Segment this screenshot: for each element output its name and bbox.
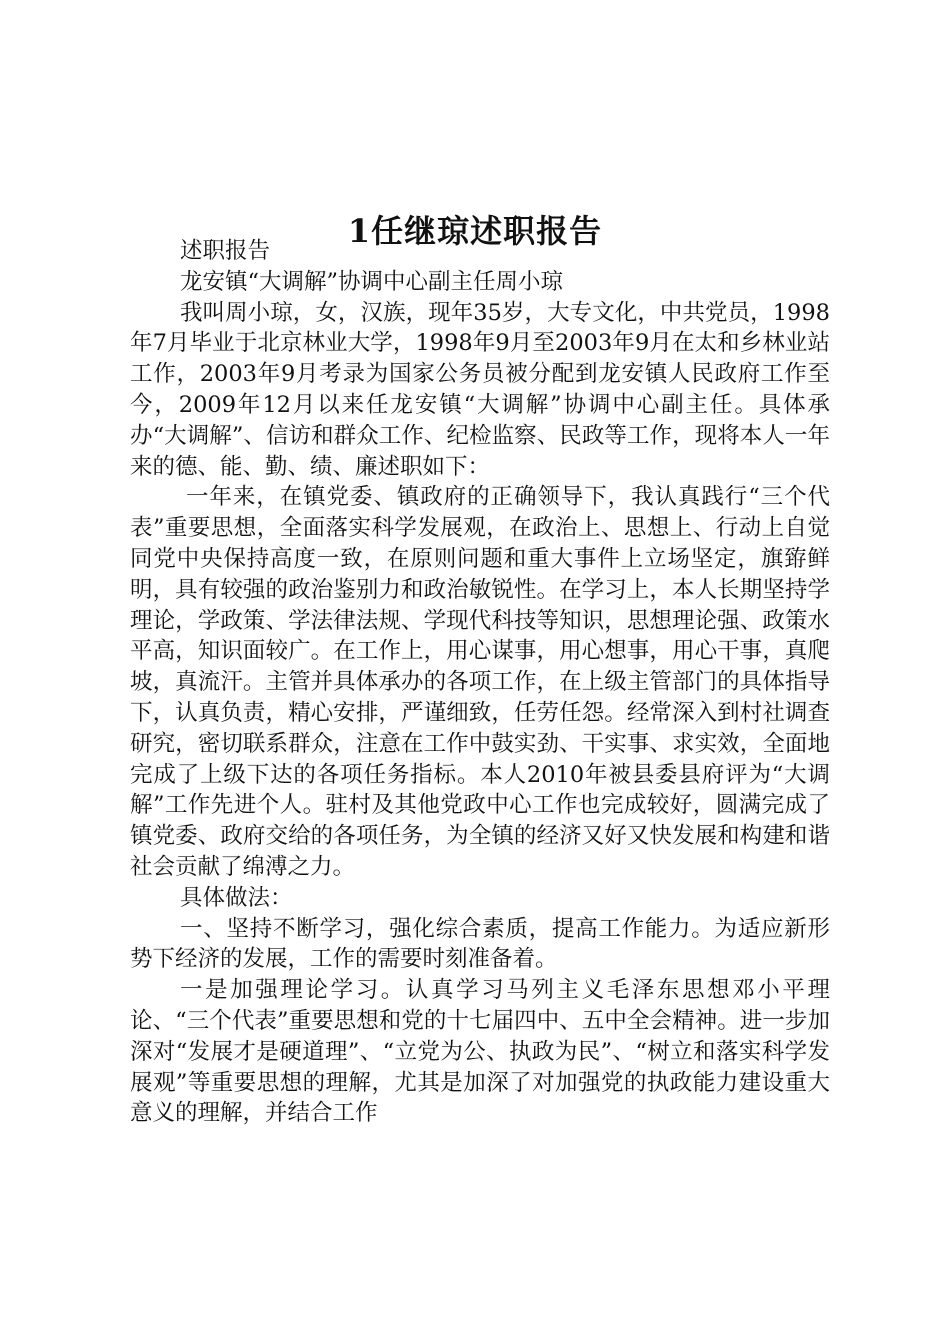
paragraph-summary: 一年来，在镇党委、镇政府的正确领导下，我认真践行“三个代表”重要思想，全面落实科学发展观，在政治上、思想上、行动上自觉同党中央保持高度一致，在原则问题和重大事件上立场坚定，旗臶鲜明，具有较强的政治鉴别力和政治敏锐性。在学习上，本人长期坚持学理论，学政策、学法律法规、学现代科技等知识，思想理论强、政策水平高，知识面较广。在工作上，用心谋事，用心想事，用心干事，真爬坡，真流汗。主管并具体承办的各项工作，在上级主管部门的具体指导下，认真负责，精心安排，严谨细致，任劳任怨。经常深入到村社调查研究，密切联系群众，注意在工作中鼓实劲、干实事、求实效，全面地完成了上级下达的各项任务指标。本人2010年被县委县府评为“大调解”工作先进个人。驻村及其他党政中心工作也完成较好，圆满完成了镇党委、政府交给的各项任务，为全镇的经济又好又快发展和构建和谐社会贡献了绵溥之力。 [130, 484, 830, 880]
paragraph-point-one: 一、坚持不断学习，强化综合素质，提高工作能力。为适应新形势下经济的发展，工作的需要时刻准备着。 [130, 915, 830, 973]
document-title: 1任继琼述职报告 [347, 212, 603, 251]
heading-report: 述职报告 [180, 238, 271, 264]
document-body [130, 236, 830, 1129]
author-line: 龙安镇“大调解”协调中心副主任周小琼 [180, 268, 564, 295]
paragraph-intro: 我叫周小琼，女，汉族，现年35岁，大专文化，中共党员，1998年7月毕业于北京林业大学，1998年9月至2003年9月在太和乡林业站工作，2003年9月考录为国家公务员被分配到龙安镇人民政府工作至今，2009年12月以来任龙安镇“大调解”协调中心副主任。具体承办“大调解”、信访和群众工作、纪检监察、民政等工作，现将本人一年来的德、能、勤、绩、廉述职如下： [130, 299, 830, 480]
paragraph-methods-heading: 具体做法： [180, 884, 293, 911]
paragraph-theory-study: 一是加强理论学习。认真学习马列主义毛泽东思想邓小平理论、“三个代表”重要思想和党的十七届四中、五中全会精神。进一步加深对“发展才是硬道理”、“立党为公、执政为民”、“树立和落实科学发展观”等重要思想的理解，尤其是加深了对加强党的执政能力建设重大意义的理解，并结合工作 [130, 977, 830, 1127]
